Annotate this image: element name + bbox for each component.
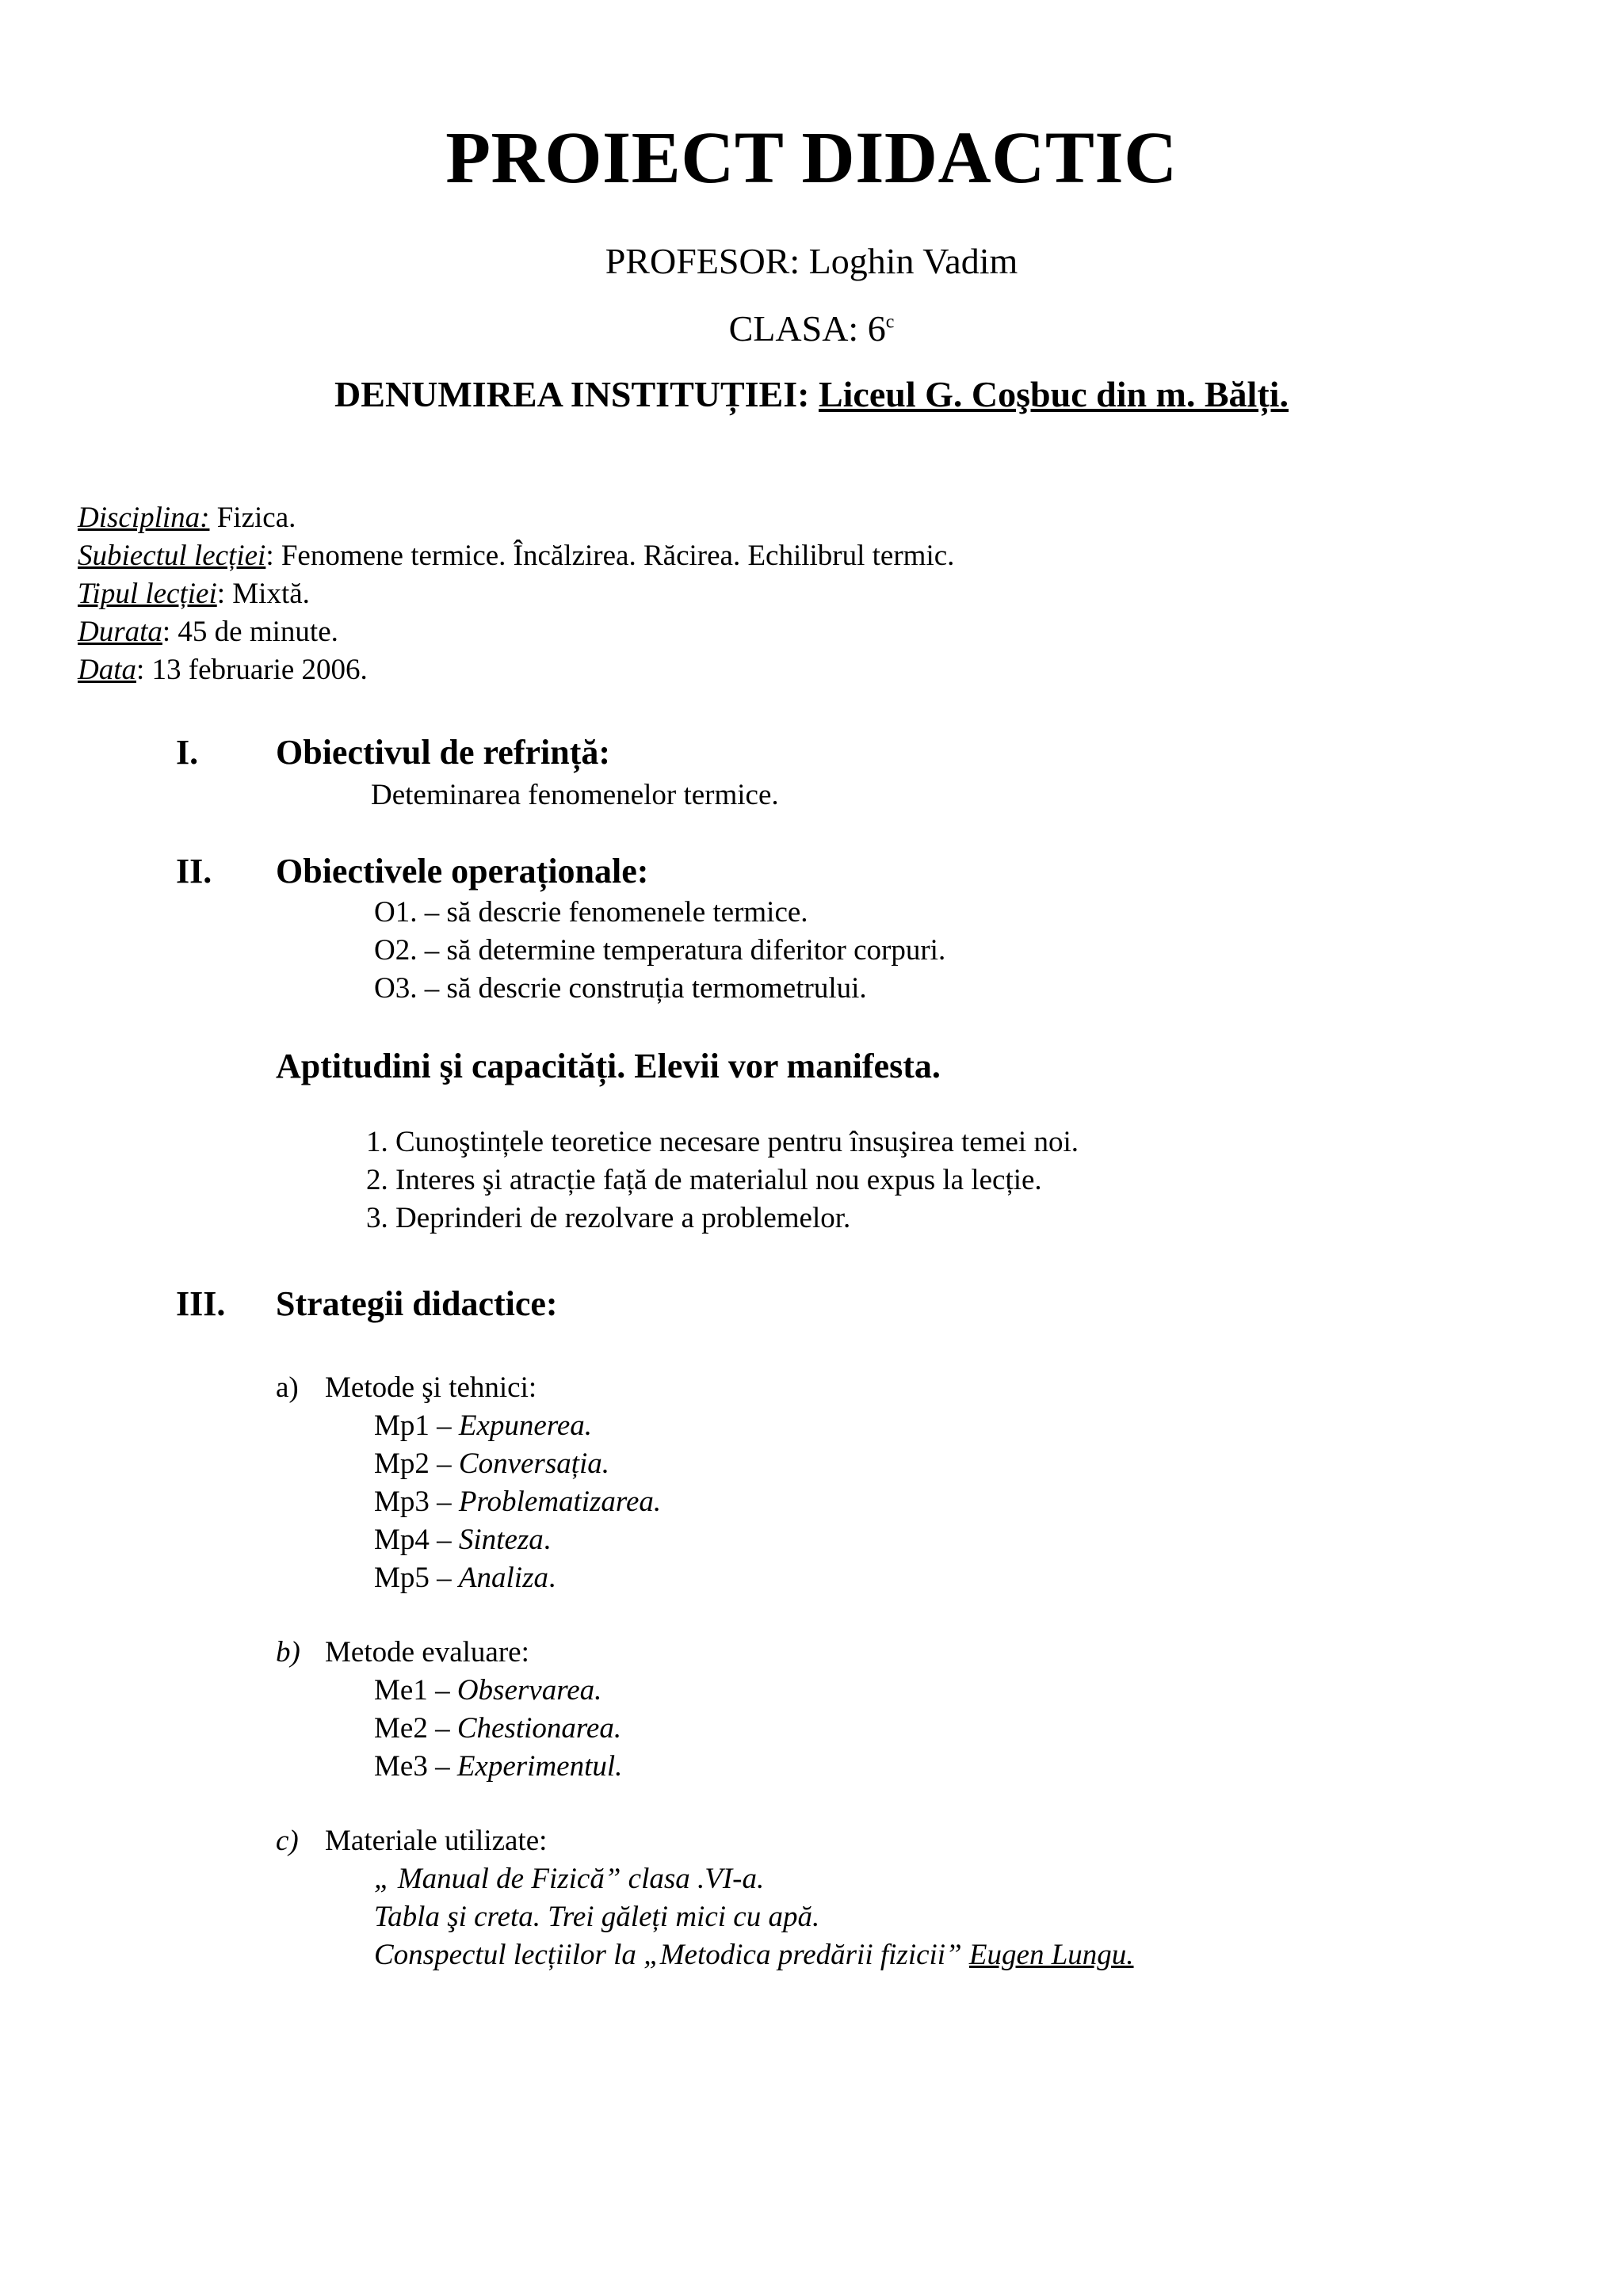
aptitudini-title: Aptitudini şi capacități. Elevii vor manifesta.: [276, 1047, 941, 1085]
list-item: 2. Interes şi atracție față de materialul nou expus la lecție.: [366, 1164, 1042, 1196]
subsection-c-title: Materiale utilizate:: [325, 1825, 548, 1857]
list-item: O3. – să descrie construția termometrului.: [374, 972, 867, 1005]
list-item: O2. – să determine temperatura diferitor corpuri.: [374, 934, 946, 967]
section-3-number: III.: [176, 1284, 226, 1323]
clasa-value: 6: [867, 308, 886, 349]
clasa-line: [0, 305, 1623, 353]
list-item: 3. Deprinderi de rezolvare a problemelor.: [366, 1202, 851, 1234]
aptitudini-list: [366, 1123, 1079, 1238]
conspect-text: Conspectul lecțiilor la „Metodica predării fizicii”: [374, 1939, 969, 1971]
durata-label: Durata: [78, 616, 162, 648]
subiect-label: Subiectul lecției: [78, 540, 266, 572]
durata-line: [78, 613, 954, 651]
document-title: PROIECT DIDACTIC: [445, 117, 1178, 199]
subiect-line: [78, 537, 954, 575]
tipul-line: [78, 575, 954, 613]
list-item: Mp2 – Conversația.: [374, 1447, 610, 1480]
section-3-title: Strategii didactice:: [276, 1284, 558, 1323]
profesor-label: PROFESOR:: [605, 241, 800, 281]
list-item: Me1 – Observarea.: [374, 1674, 602, 1707]
subsection-b-title: Metode evaluare:: [325, 1636, 529, 1669]
list-item: Mp3 – Problematizarea.: [374, 1486, 662, 1518]
disciplina-label: Disciplina:: [78, 502, 210, 534]
durata-value: : 45 de minute.: [162, 616, 338, 648]
tipul-value: : Mixtă.: [216, 578, 310, 610]
profesor-value: Loghin Vadim: [808, 241, 1018, 281]
institution-value: Liceul G. Coşbuc din m. Bălți.: [818, 374, 1289, 414]
operational-objectives-list: [374, 894, 945, 1008]
profesor-line: [0, 238, 1623, 285]
disciplina-line: [78, 499, 954, 537]
conspect-author: Eugen Lungu.: [968, 1939, 1134, 1971]
list-item: Tabla şi creta. Trei găleți mici cu apă.: [374, 1901, 820, 1933]
list-item: Mp4 – Sinteza.: [374, 1524, 552, 1556]
list-item: „ Manual de Fizică” clasa .VI-a.: [374, 1863, 765, 1895]
list-item: O1. – să descrie fenomenele termice.: [374, 896, 808, 929]
subiect-value: : Fenomene termice. Încălzirea. Răcirea. Echilibrul termic.: [265, 540, 955, 572]
subsection-b-label: [276, 1634, 529, 1672]
materials-list: [374, 1860, 1134, 1974]
subsection-a-letter: a): [276, 1371, 299, 1404]
institution-label: DENUMIREA INSTITUȚIEI:: [334, 374, 810, 414]
institution-line: [0, 371, 1623, 418]
section-1-text: Deteminarea fenomenelor termice.: [371, 779, 779, 811]
section-1-title: Obiectivul de refrință:: [276, 733, 610, 772]
methods-list: [374, 1407, 661, 1597]
data-value: : 13 februarie 2006.: [136, 654, 368, 686]
list-item: 1. Cunoştințele teoretice necesare pentru însuşirea temei noi.: [366, 1126, 1079, 1158]
section-2-title: Obiectivele operaționale:: [276, 852, 649, 891]
list-item: Me2 – Chestionarea.: [374, 1712, 622, 1745]
lesson-meta: [78, 499, 954, 689]
clasa-superscript: c: [885, 311, 895, 333]
data-line: [78, 651, 954, 689]
evaluation-methods-list: [374, 1672, 622, 1786]
data-label: Data: [78, 654, 136, 686]
list-item: Mp5 – Analiza.: [374, 1562, 556, 1594]
tipul-label: Tipul lecției: [78, 578, 217, 610]
subsection-b-letter: b): [276, 1636, 300, 1669]
disciplina-value: Fizica.: [209, 502, 296, 534]
clasa-label: CLASA:: [728, 308, 859, 349]
list-item: Mp1 – Expunerea.: [374, 1409, 593, 1442]
subsection-a-title: Metode şi tehnici:: [325, 1371, 537, 1404]
section-2-number: II.: [176, 852, 212, 891]
list-item: [374, 1936, 1134, 1974]
section-1-number: I.: [176, 733, 199, 772]
subsection-c-label: [276, 1822, 547, 1860]
list-item: Me3 – Experimentul.: [374, 1750, 623, 1783]
subsection-c-letter: c): [276, 1825, 299, 1857]
subsection-a-label: [276, 1369, 537, 1407]
